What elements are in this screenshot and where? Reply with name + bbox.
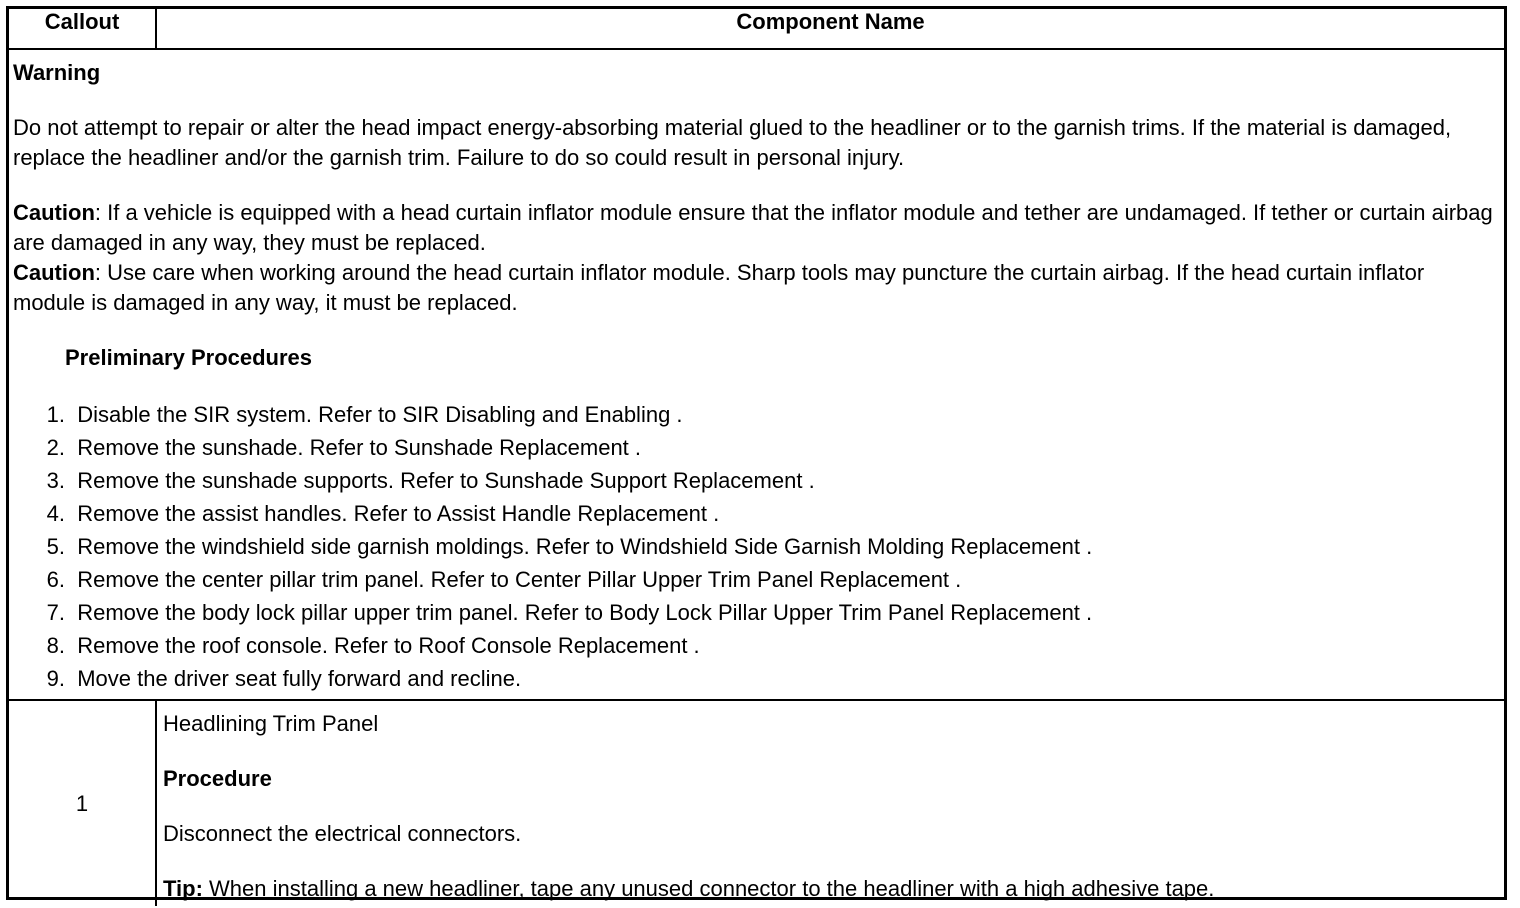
list-item (13, 497, 1498, 530)
list-item (13, 464, 1498, 497)
step-number: 7. (46, 600, 65, 625)
notes-row (9, 49, 1504, 700)
step-text: Move the driver seat fully forward and recline. (77, 666, 522, 691)
tip-label: Tip: (163, 876, 203, 901)
step-text: Remove the windshield side garnish moldings. Refer to Windshield Side Garnish Molding Replacement . (77, 534, 1093, 559)
procedure-title: Procedure (163, 766, 272, 791)
list-item (13, 398, 1498, 431)
step-number: 1. (46, 402, 65, 427)
step-number: 5. (46, 534, 65, 559)
list-item (13, 563, 1498, 596)
step-text: Remove the assist handles. Refer to Assist Handle Replacement . (77, 501, 720, 526)
procedure-table (9, 9, 1504, 906)
warning-text: Do not attempt to repair or alter the head impact energy-absorbing material glued to the headliner or to the garnish trims. If the material is damaged, replace the headliner and/or the garnish trim. Failure to do so could result in personal injury. (13, 115, 1452, 170)
preliminary-steps-list (13, 398, 1498, 695)
caution-label: Caution (13, 260, 95, 285)
step-number: 3. (46, 468, 65, 493)
step-text: Remove the sunshade. Refer to Sunshade Replacement . (77, 435, 642, 460)
procedure-document (6, 6, 1507, 900)
list-item (13, 530, 1498, 563)
list-item (13, 596, 1498, 629)
caution-2 (13, 258, 1498, 318)
tip (163, 874, 1498, 904)
list-item (13, 629, 1498, 662)
step-number: 2. (46, 435, 65, 460)
component-name: Headlining Trim Panel (163, 711, 379, 736)
notes-cell (9, 49, 1504, 700)
step-text: Remove the roof console. Refer to Roof Console Replacement . (77, 633, 700, 658)
step-number: 8. (46, 633, 65, 658)
header-component-name: Component Name (156, 9, 1504, 49)
list-item (13, 431, 1498, 464)
caution-1-text: : If a vehicle is equipped with a head curtain inflator module ensure that the inflator module and tether are undamaged. If tether or curtain airbag are damaged in any way, they must be replaced. (13, 200, 1493, 255)
component-cell (156, 700, 1504, 906)
step-text: Remove the center pillar trim panel. Refer to Center Pillar Upper Trim Panel Replacement . (77, 567, 962, 592)
header-callout: Callout (9, 9, 156, 49)
step-text: Remove the sunshade supports. Refer to Sunshade Support Replacement . (77, 468, 815, 493)
caution-2-text: : Use care when working around the head curtain inflator module. Sharp tools may puncture the curtain airbag. If the head curtain inflator module is damaged in any way, it must be replaced. (13, 260, 1425, 315)
list-item (13, 662, 1498, 695)
caution-label: Caution (13, 200, 95, 225)
table-row (9, 700, 1504, 906)
tip-text: When installing a new headliner, tape any unused connector to the headliner with a high adhesive tape. (202, 876, 1215, 901)
caution-1 (13, 198, 1498, 258)
callout-number: 1 (9, 700, 156, 906)
step-number: 6. (46, 567, 65, 592)
step-text: Disable the SIR system. Refer to SIR Disabling and Enabling . (77, 402, 683, 427)
warning-title: Warning (13, 60, 101, 85)
preliminary-procedures-title: Preliminary Procedures (65, 345, 313, 370)
step-number: 4. (46, 501, 65, 526)
procedure-text: Disconnect the electrical connectors. (163, 821, 522, 846)
step-number: 9. (46, 666, 65, 691)
table-header-row (9, 9, 1504, 49)
step-text: Remove the body lock pillar upper trim panel. Refer to Body Lock Pillar Upper Trim Panel Replacement . (77, 600, 1093, 625)
